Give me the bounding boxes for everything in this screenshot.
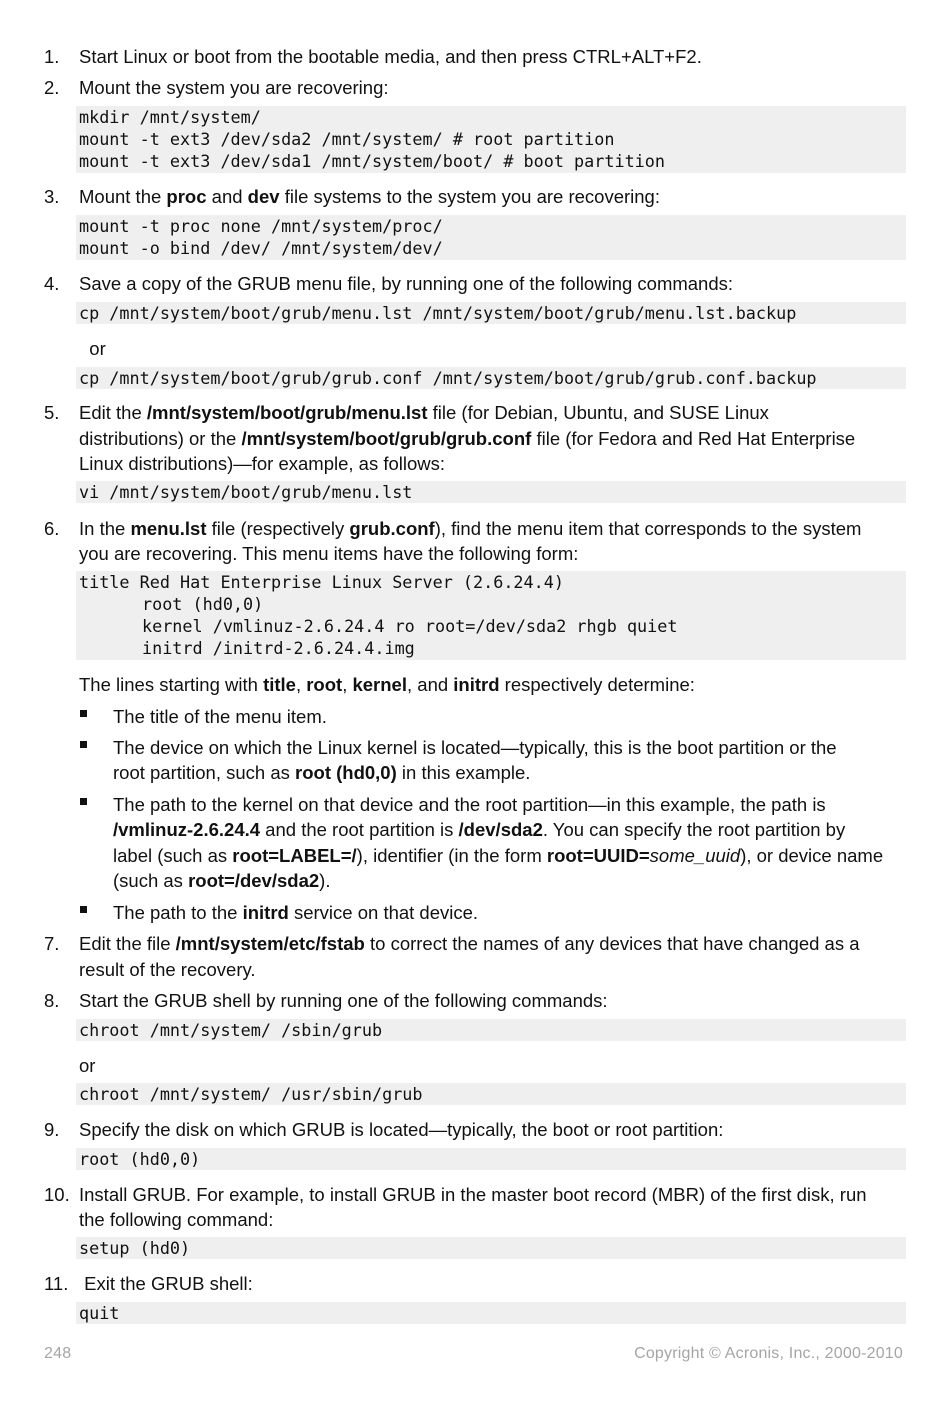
code-line: root (hd0,0): [79, 1149, 201, 1169]
step-text: In the menu.lst file (respectively grub.conf), find the menu item that corresponds to the system: [79, 518, 862, 539]
bullet-text: The path to the kernel on that device and the root partition—in this example, the path is: [113, 794, 826, 815]
paragraph: The lines starting with title, root, kernel, and initrd respectively determine:: [79, 674, 695, 695]
code-block: [76, 1019, 906, 1041]
step-text: Install GRUB. For example, to install GRUB in the master boot record (MBR) of the first disk, run: [79, 1184, 867, 1205]
step-text: Save a copy of the GRUB menu file, by running one of the following commands:: [79, 273, 734, 294]
bullet-icon: [80, 741, 87, 748]
bullet-text: (such as root=/dev/sda2).: [113, 870, 331, 891]
step-number: 11.: [44, 1273, 69, 1294]
or-text: or: [79, 1055, 96, 1076]
bullet-text: The path to the initrd service on that device.: [113, 902, 479, 923]
bullet-text: The device on which the Linux kernel is located—typically, this is the boot partition or the: [113, 737, 837, 758]
step-number: 4.: [44, 273, 60, 294]
step-text: Specify the disk on which GRUB is located—typically, the boot or root partition:: [79, 1119, 724, 1140]
step-number: 8.: [44, 990, 60, 1011]
step-text: result of the recovery.: [79, 959, 256, 980]
step-number: 2.: [44, 77, 60, 98]
step-number: 1.: [44, 46, 60, 67]
step-text: Mount the proc and dev file systems to the system you are recovering:: [79, 186, 660, 207]
bullet-text: root partition, such as root (hd0,0) in this example.: [113, 762, 531, 783]
bullet-text: /vmlinuz-2.6.24.4 and the root partition is /dev/sda2. You can specify the root partition by: [113, 819, 846, 840]
step-text: Edit the file /mnt/system/etc/fstab to correct the names of any devices that have changed as a: [79, 933, 860, 954]
code-block: [76, 571, 906, 660]
step-text: Start the GRUB shell by running one of the following commands:: [79, 990, 608, 1011]
code-block: [76, 1083, 906, 1105]
code-block: [76, 1302, 906, 1324]
step-text: Edit the /mnt/system/boot/grub/menu.lst file (for Debian, Ubuntu, and SUSE Linux: [79, 402, 769, 423]
code-line: root (hd0,0): [142, 594, 264, 614]
code-line: mount -t ext3 /dev/sda1 /mnt/system/boot/ # boot partition: [79, 151, 665, 171]
bullet-icon: [80, 798, 87, 805]
code-line: title Red Hat Enterprise Linux Server (2.6.24.4): [79, 572, 564, 592]
bullet-icon: [80, 906, 87, 913]
step-number: 3.: [44, 186, 60, 207]
step-text: Exit the GRUB shell:: [79, 1273, 253, 1294]
code-line: cp /mnt/system/boot/grub/grub.conf /mnt/system/boot/grub/grub.conf.backup: [79, 368, 817, 388]
code-block: [76, 215, 906, 260]
code-line: chroot /mnt/system/ /usr/sbin/grub: [79, 1084, 423, 1104]
code-line: mount -t ext3 /dev/sda2 /mnt/system/ # root partition: [79, 129, 615, 149]
code-line: setup (hd0): [79, 1238, 191, 1258]
code-line: mkdir /mnt/system/: [79, 107, 261, 127]
step-number: 10.: [44, 1184, 70, 1205]
step-text: the following command:: [79, 1209, 274, 1230]
bullet-text: label (such as root=LABEL=/), identifier (in the form root=UUID=some_uuid), or device name: [113, 845, 884, 866]
code-block: [76, 1237, 906, 1259]
step-number: 5.: [44, 402, 60, 423]
copyright-notice: Copyright © Acronis, Inc., 2000-2010: [634, 1345, 903, 1362]
code-block: [76, 302, 906, 324]
code-line: chroot /mnt/system/ /sbin/grub: [79, 1020, 383, 1040]
code-line: vi /mnt/system/boot/grub/menu.lst: [79, 482, 413, 502]
code-line: mount -t proc none /mnt/system/proc/: [79, 216, 443, 236]
code-line: cp /mnt/system/boot/grub/menu.lst /mnt/system/boot/grub/menu.lst.backup: [79, 303, 797, 323]
bullet-text: The title of the menu item.: [113, 706, 327, 727]
page-number: 248: [44, 1345, 72, 1362]
step-number: 6.: [44, 518, 60, 539]
bullet-icon: [80, 710, 87, 717]
code-block: [76, 481, 906, 503]
step-number: 7.: [44, 933, 60, 954]
step-text: Start Linux or boot from the bootable media, and then press CTRL+ALT+F2.: [79, 46, 702, 67]
code-line: initrd /initrd-2.6.24.4.img: [142, 638, 415, 658]
step-text: Linux distributions)—for example, as follows:: [79, 453, 446, 474]
step-text: distributions) or the /mnt/system/boot/grub/grub.conf file (for Fedora and Red Hat Enterprise: [79, 428, 856, 449]
step-number: 9.: [44, 1119, 60, 1140]
code-line: mount -o bind /dev/ /mnt/system/dev/: [79, 238, 443, 258]
code-block: [76, 106, 906, 173]
or-text: or: [79, 338, 106, 359]
step-text: you are recovering. This menu items have the following form:: [79, 543, 579, 564]
code-block: [76, 1148, 906, 1170]
step-text: Mount the system you are recovering:: [79, 77, 389, 98]
code-line: kernel /vmlinuz-2.6.24.4 ro root=/dev/sda2 rhgb quiet: [142, 616, 678, 636]
code-line: quit: [79, 1303, 120, 1323]
code-block: [76, 367, 906, 389]
